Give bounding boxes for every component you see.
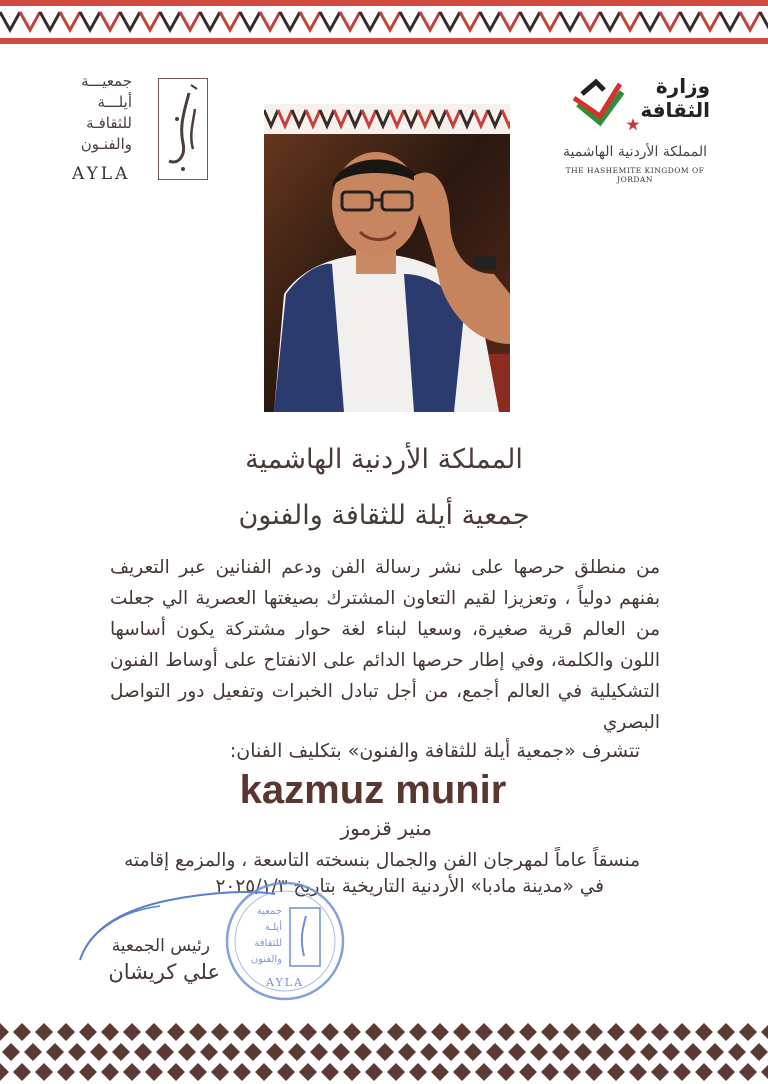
pattern-diamond	[321, 1023, 339, 1041]
pattern-diamond	[35, 1063, 53, 1081]
pattern-chevron	[0, 12, 20, 30]
pattern-diamond	[310, 1043, 328, 1061]
pattern-diamond	[387, 1023, 405, 1041]
artist-name-latin: kazmuz munir	[239, 768, 507, 812]
pattern-diamond	[134, 1043, 152, 1061]
pattern-diamond	[497, 1023, 515, 1041]
pattern-diamond	[13, 1023, 31, 1041]
pattern-diamond	[112, 1043, 130, 1061]
pattern-diamond	[376, 1043, 394, 1061]
pattern-diamond	[574, 1043, 592, 1061]
pattern-chevron	[420, 12, 440, 30]
pattern-chevron	[660, 12, 680, 30]
pattern-chevron	[180, 12, 200, 30]
pattern-diamond	[552, 1043, 570, 1061]
pattern-diamond	[255, 1023, 273, 1041]
pattern-chevron	[620, 12, 640, 30]
pattern-chevron	[100, 12, 120, 30]
pattern-diamond	[541, 1023, 559, 1041]
pattern-chevron	[460, 12, 480, 30]
pattern-diamond	[233, 1023, 251, 1041]
pattern-diamond	[596, 1043, 614, 1061]
pattern-chevron	[740, 12, 760, 30]
pattern-diamond	[277, 1023, 295, 1041]
signer-name: علي كريشان	[108, 960, 220, 984]
pattern-chevron	[540, 12, 560, 30]
pattern-diamond	[145, 1063, 163, 1081]
pattern-chevron	[520, 12, 540, 30]
ayla-calligraphy-mark	[158, 78, 208, 180]
pattern-chevron	[60, 12, 80, 30]
pattern-chevron	[200, 12, 220, 30]
pattern-diamond	[607, 1023, 625, 1041]
pattern-diamond	[24, 1043, 42, 1061]
pattern-diamond	[233, 1063, 251, 1081]
kingdom-arabic-name: المملكة الأردنية الهاشمية	[562, 144, 708, 160]
logo-latin-text: AYLA	[72, 164, 131, 184]
pattern-chevron	[160, 12, 180, 30]
pattern-diamond	[57, 1023, 75, 1041]
pattern-diamond	[46, 1043, 64, 1061]
pattern-diamond	[640, 1043, 658, 1061]
pattern-chevron	[640, 12, 660, 30]
stamp-text: أيلـة	[264, 922, 282, 933]
portrait-image	[264, 104, 510, 412]
pattern-diamond	[266, 1043, 284, 1061]
association-title: جمعية أيلة للثقافة والفنون	[238, 500, 530, 531]
pattern-diamond	[761, 1023, 768, 1041]
pattern-diamond	[497, 1063, 515, 1081]
pattern-diamond	[728, 1043, 746, 1061]
stamp-text: للثقافة	[254, 938, 282, 949]
pattern-diamond	[607, 1063, 625, 1081]
pattern-diamond	[684, 1043, 702, 1061]
pattern-diamond	[420, 1043, 438, 1061]
pattern-diamond	[0, 1023, 9, 1041]
ayla-association-logo	[66, 66, 216, 186]
pattern-diamond	[354, 1043, 372, 1061]
pattern-diamond	[695, 1023, 713, 1041]
signer-title: رئيس الجمعية	[111, 936, 210, 956]
pattern-diamond	[189, 1063, 207, 1081]
pattern-diamond	[365, 1063, 383, 1081]
pattern-chevron	[260, 12, 280, 30]
pattern-diamond	[585, 1063, 603, 1081]
pattern-diamond	[563, 1023, 581, 1041]
pattern-diamond	[277, 1063, 295, 1081]
pattern-diamond	[145, 1023, 163, 1041]
pattern-diamond	[178, 1043, 196, 1061]
pattern-diamond	[0, 1063, 9, 1081]
pattern-diamond	[343, 1063, 361, 1081]
star-icon	[626, 118, 640, 132]
pattern-diamond	[442, 1043, 460, 1061]
pattern-diamond	[156, 1043, 174, 1061]
pattern-chevron	[580, 12, 600, 30]
pattern-diamond	[673, 1023, 691, 1041]
assignment-line: تتشرف «جمعية أيلة للثقافة والفنون» بتكليف الفنان:	[229, 740, 640, 762]
pattern-diamond	[618, 1043, 636, 1061]
logo-line: للثقافـة	[86, 114, 132, 132]
kingdom-english-name: THE HASHEMITE KINGDOM OF JORDAN	[565, 166, 705, 184]
pattern-diamond	[343, 1023, 361, 1041]
pattern-diamond	[717, 1063, 735, 1081]
pattern-diamond	[299, 1063, 317, 1081]
pattern-diamond	[585, 1023, 603, 1041]
pattern-diamond	[123, 1023, 141, 1041]
pattern-diamond	[299, 1023, 317, 1041]
pattern-diamond	[101, 1023, 119, 1041]
pattern-diamond	[211, 1063, 229, 1081]
pattern-chevron	[280, 12, 300, 30]
pattern-chevron	[600, 12, 620, 30]
pattern-chevron	[240, 12, 260, 30]
pattern-diamond	[2, 1043, 20, 1061]
pattern-diamond	[189, 1023, 207, 1041]
pattern-diamond	[167, 1023, 185, 1041]
pattern-diamond	[519, 1023, 537, 1041]
pattern-diamond	[673, 1063, 691, 1081]
pattern-chevron	[40, 12, 60, 30]
stamp-text: جمعية	[256, 906, 282, 917]
pattern-diamond	[563, 1063, 581, 1081]
pattern-chevron	[80, 12, 100, 30]
pattern-diamond	[475, 1063, 493, 1081]
top-decorative-border	[0, 0, 768, 44]
pattern-diamond	[541, 1063, 559, 1081]
artist-name-arabic: منير قزموز	[340, 816, 432, 840]
pattern-diamond	[222, 1043, 240, 1061]
pattern-diamond	[79, 1023, 97, 1041]
calligraphy-icon	[159, 79, 207, 179]
kingdom-title: المملكة الأردنية الهاشمية	[245, 444, 523, 475]
pattern-diamond	[453, 1063, 471, 1081]
pattern-diamond	[255, 1063, 273, 1081]
pattern-diamond	[288, 1043, 306, 1061]
logo-line: جمعيـــة	[81, 72, 132, 90]
pattern-diamond	[123, 1063, 141, 1081]
pattern-chevron	[500, 12, 520, 30]
pattern-chevron	[480, 12, 500, 30]
pattern-chevron	[680, 12, 700, 30]
pattern-diamond	[508, 1043, 526, 1061]
role-description-line: منسقاً عاماً لمهرجان الفن والجمال بنسخته التاسعة ، والمزمع إقامته	[124, 850, 640, 871]
pattern-diamond	[695, 1063, 713, 1081]
pattern-diamond	[90, 1043, 108, 1061]
association-stamp	[222, 878, 348, 1004]
pattern-diamond	[398, 1043, 416, 1061]
pattern-diamond	[706, 1043, 724, 1061]
pattern-diamond	[431, 1023, 449, 1041]
pattern-diamond	[409, 1023, 427, 1041]
pattern-diamond	[717, 1023, 735, 1041]
pattern-diamond	[739, 1063, 757, 1081]
pattern-chevron	[760, 12, 768, 30]
pattern-diamond	[431, 1063, 449, 1081]
intro-paragraph: من منطلق حرصها على نشر رسالة الفن ودعم الفنانين عبر التعريف بفنهم دولياً ، وتعزيزا لقيم التعاون المشترك بصيغتها العصرية الي جعلت من العالم قرية صغيرة، وسعيا لبناء لغة حوار مشتركة يكون أساسها اللون والكلمة، وفي إطار حرصها الدائم على الانفتاح على أوساط الفنون التشكيلية في العالم أجمع، من أجل تبادل الخبرات وتفعيل دور التواصل البصري	[110, 557, 660, 733]
ministry-of-culture-logo	[560, 66, 710, 186]
pattern-diamond	[321, 1063, 339, 1081]
pattern-chevron	[20, 12, 40, 30]
pattern-chevron	[400, 12, 420, 30]
logo-line: أيلـــة	[97, 93, 132, 111]
pattern-chevron	[700, 12, 720, 30]
pattern-diamond	[200, 1043, 218, 1061]
ministry-title: وزارة الثقافة	[640, 74, 710, 122]
pattern-diamond	[101, 1063, 119, 1081]
pattern-diamond	[167, 1063, 185, 1081]
pattern-diamond	[13, 1063, 31, 1081]
pattern-diamond	[662, 1043, 680, 1061]
pattern-diamond	[519, 1063, 537, 1081]
pattern-chevron	[360, 12, 380, 30]
pattern-diamond	[475, 1023, 493, 1041]
pattern-diamond	[739, 1023, 757, 1041]
pattern-diamond	[332, 1043, 350, 1061]
pattern-diamond	[651, 1063, 669, 1081]
pattern-diamond	[35, 1023, 53, 1041]
pattern-diamond	[387, 1063, 405, 1081]
pattern-chevron	[220, 12, 240, 30]
pattern-chevron	[320, 12, 340, 30]
pattern-diamond	[761, 1063, 768, 1081]
stamp-latin: AYLA	[265, 976, 305, 989]
pattern-diamond	[211, 1023, 229, 1041]
pattern-diamond	[530, 1043, 548, 1061]
artist-photo	[264, 104, 510, 412]
pattern-diamond	[629, 1063, 647, 1081]
pattern-diamond	[464, 1043, 482, 1061]
pattern-diamond	[629, 1023, 647, 1041]
pattern-diamond	[409, 1063, 427, 1081]
pattern-chevron	[340, 12, 360, 30]
pattern-chevron	[140, 12, 160, 30]
stamp-text: والفنون	[250, 954, 282, 965]
pattern-chevron	[380, 12, 400, 30]
pattern-diamond	[486, 1043, 504, 1061]
pattern-diamond	[453, 1023, 471, 1041]
pattern-chevron	[440, 12, 460, 30]
pattern-diamond	[79, 1063, 97, 1081]
pattern-diamond	[244, 1043, 262, 1061]
pattern-chevron	[720, 12, 740, 30]
bottom-decorative-border	[0, 1022, 768, 1084]
pattern-diamond	[750, 1043, 768, 1061]
pattern-diamond	[68, 1043, 86, 1061]
role-description-line: في «مدينة مادبا» الأردنية التاريخية بتاريخ ٢٠٢٥/١/٣	[215, 876, 604, 897]
pattern-diamond	[365, 1023, 383, 1041]
pattern-diamond	[651, 1023, 669, 1041]
pattern-chevron	[560, 12, 580, 30]
pattern-chevron	[120, 12, 140, 30]
pattern-chevron	[300, 12, 320, 30]
pattern-diamond	[57, 1063, 75, 1081]
logo-line: والفنـون	[80, 135, 132, 153]
